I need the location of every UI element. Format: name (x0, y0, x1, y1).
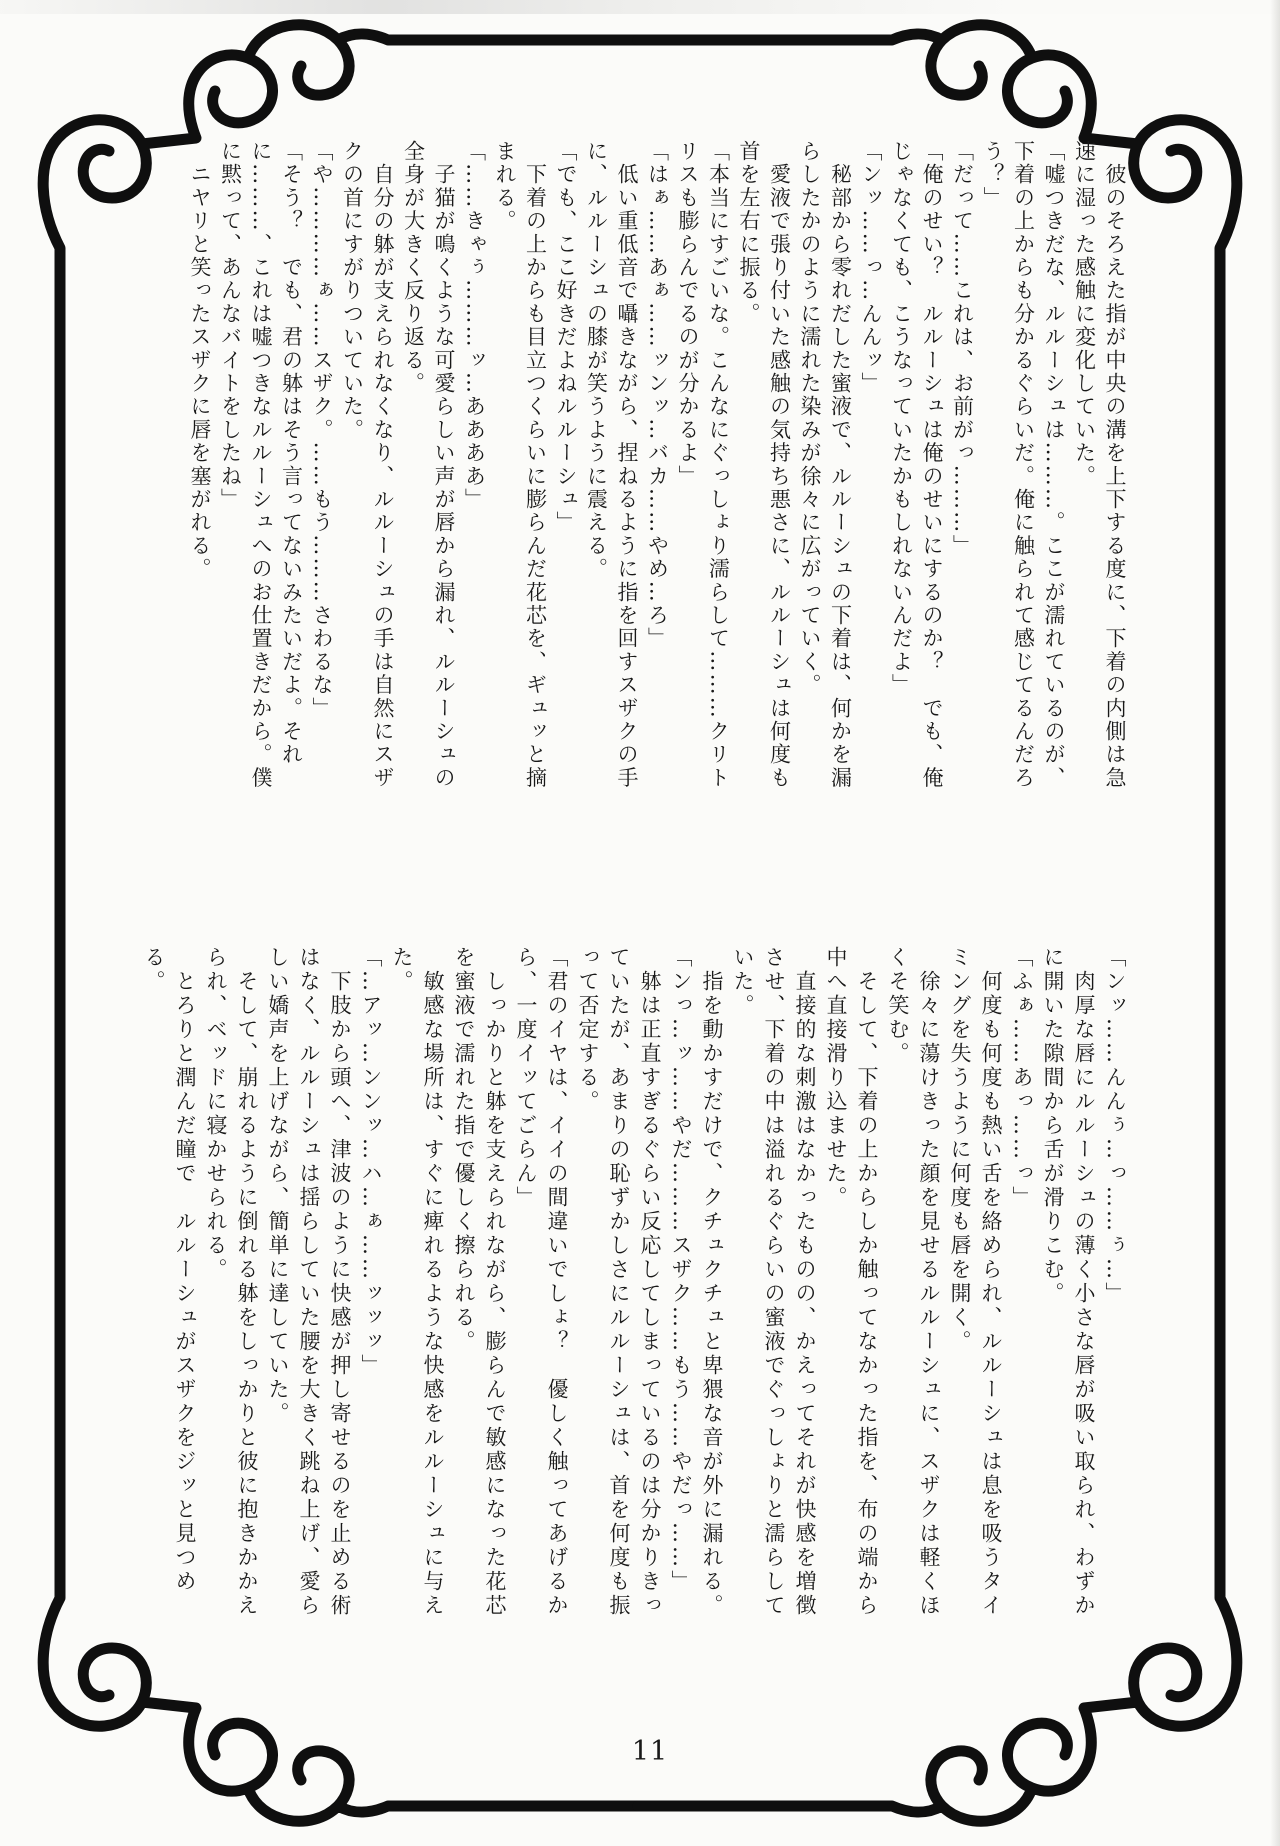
paragraph: 「君のイヤは、イイの間違いでしょ？ 優しく触ってあげるから、一度イッてごらん」 (514, 946, 569, 1618)
paragraph: 下肢から頭へ、津波のように快感が押し寄せるのを止める術はなく、ルルーシュは揺らしていた腰を大きく跳ね上げ、愛らしい嬌声を上げながら、簡単に達していた。 (266, 946, 352, 1618)
paragraph: 「ンっ…ッ……やだ………スザク……もう……やだっ……」 (669, 946, 693, 1594)
paragraph: ニヤリと笑ったスザクに唇を塞がれる。 (188, 140, 212, 581)
paragraph: 「俺のせい？ ルルーシュは俺のせいにするのか？ でも、俺じゃなくても、こうなっていたかもしれないんだよ」 (889, 140, 944, 790)
paragraph: 肉厚な唇にルルーシュの薄く小さな唇が吸い取られ、わずかに開いた隙間から舌が滑りこむ。 (1041, 946, 1096, 1618)
paragraph: そして、崩れるように倒れる躰をしっかりと彼に抱きかかえられ、ベッドに寝かせられる。 (204, 946, 259, 1618)
paragraph: 「でも、ここ好きだよねルルーシュ」 (554, 140, 578, 535)
paragraph: 敏感な場所は、すぐに痺れるような快感をルルーシュに与えた。 (390, 946, 445, 1618)
text-block-bottom (138, 946, 1130, 1624)
paragraph: そして、下着の上からしか触ってなかった指を、布の端から中へ直接滑り込ませた。 (824, 946, 879, 1618)
paragraph: 「そう？ でも、君の躰はそう言ってないみたいだよ。それに………、これは嘘つきなルルーシュへのお仕置きだから。僕に黙って、あんなバイトをしたね」 (218, 140, 304, 790)
paragraph: 何度も何度も熱い舌を絡められ、ルルーシュは息を吸うタイミングを失うように何度も唇を開く。 (948, 946, 1003, 1618)
paragraph: 「嘘つきだな、ルルーシュは………。ここが濡れているのが、下着の上からも分かるぐらいだ。俺に触られて感じてるんだろう？」 (981, 140, 1066, 790)
paragraph: 「…アッ…ンンッ…ハ…ぁ……ッッッ」 (359, 946, 383, 1378)
paragraph: とろりと潤んだ瞳で ルルーシュがスザクをジッと見つめる。 (142, 946, 197, 1594)
paragraph: しっかりと躰を支えられながら、膨らんで敏感になった花芯を蜜液で濡れた指で優しく擦られる。 (452, 946, 507, 1618)
paragraph: 彼のそろえた指が中央の溝を上下する度に、下着の内側は急速に湿った感触に変化していた。 (1072, 140, 1127, 790)
paragraph: 愛液で張り付いた感触の気持ち悪さに、ルルーシュは何度も首を左右に振る。 (737, 140, 792, 790)
paragraph: 直接的な刺激はなかったものの、かえってそれが快感を増徴させ、下着の中は溢れるぐらいの蜜液でぐっしょりと濡らしていた。 (731, 946, 817, 1618)
paragraph: 子猫が鳴くような可愛らしい声が唇から漏れ、ルルーシュの全身が大きく反り返る。 (401, 140, 456, 790)
paragraph: 「ンッ……っ…んんッ」 (859, 140, 883, 396)
paragraph: 「や…………ぁ……スザク。……もう………さわるな」 (310, 140, 334, 720)
paragraph: 「だって……これは、お前がっ………」 (950, 140, 975, 558)
page-number: 11 (631, 1736, 669, 1767)
paragraph: 躰は正直すぎるぐらい反応してしまっているのは分かりきっていたが、あまりの恥ずかしさにルルーシュは、首を何度も振って否定する。 (576, 946, 662, 1618)
paragraph: 徐々に蕩けきった顔を見せるルルーシュに、スザクは軽くほくそ笑む。 (886, 946, 941, 1618)
paragraph: 指を動かすだけで、クチュクチュと卑猥な音が外に漏れる。 (700, 946, 724, 1618)
paragraph: 「ふぁ……あっ……っ」 (1010, 946, 1034, 1210)
text-block-top (185, 140, 1131, 792)
paragraph: 「ンッ……んんぅ…っ……ぅ…」 (1103, 946, 1127, 1306)
paragraph: 自分の躰が支えられなくなり、ルルーシュの手は自然にスザクの首にすがりついていた。 (340, 140, 395, 790)
paragraph: 秘部から零れだした蜜液で、ルルーシュの下着は、何かを漏らしたかのように濡れた染みが徐々に広がっていく。 (798, 140, 853, 790)
paragraph: 「はぁ……あぁ……ッンッ…バカ……やめ…ろ」 (645, 140, 670, 651)
paragraph: 「本当にすごいな。こんなにぐっしょり濡らして………クリトリスも膨らんでるのが分かるよ」 (676, 140, 731, 790)
paragraph: 下着の上からも目立つくらいに膨らんだ花芯を、ギュッと摘まれる。 (493, 140, 548, 790)
paragraph: 「……きゃぅ………ッ…ああああ」 (462, 140, 487, 512)
paragraph: 低い重低音で囁きながら、捏ねるように指を回すスザクの手に、ルルーシュの膝が笑うように震える。 (584, 140, 639, 790)
